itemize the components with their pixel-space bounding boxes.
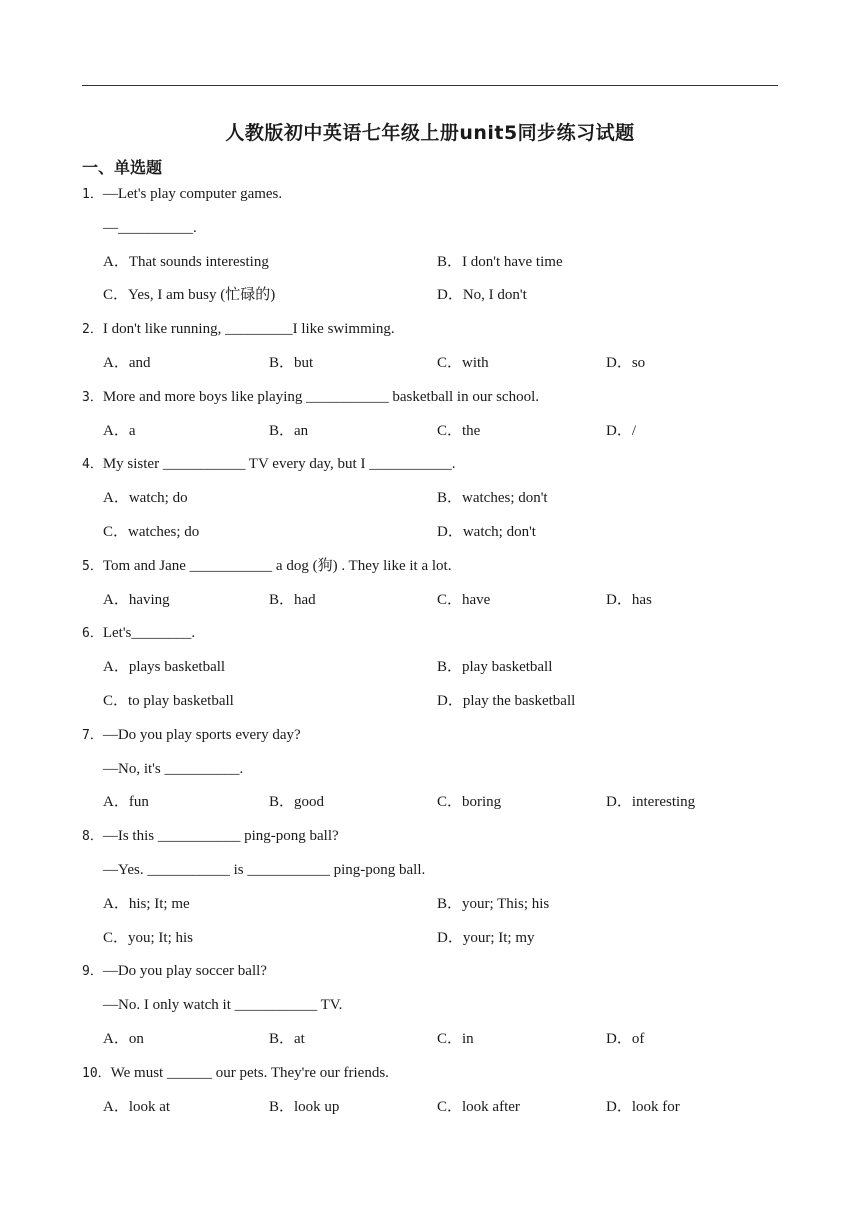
answer-option[interactable]: A．watch; do	[103, 490, 188, 507]
question-list	[82, 178, 782, 1124]
answer-option[interactable]: B．but	[269, 354, 314, 371]
question-text: —Do you play sports every day?	[102, 726, 301, 743]
question-stem	[82, 617, 782, 651]
answer-option[interactable]: C．look after	[437, 1098, 520, 1115]
answer-option[interactable]: C．Yes, I am busy (忙碌的)	[103, 287, 276, 304]
answer-option[interactable]: A．fun	[103, 794, 149, 811]
question-number: 4．	[82, 457, 103, 473]
answer-option[interactable]: A．a	[103, 422, 136, 439]
question-number: 6．	[82, 626, 103, 642]
question-line	[82, 753, 782, 787]
question-stem	[82, 550, 782, 584]
option-row	[82, 888, 782, 922]
answer-option[interactable]: C．have	[437, 591, 491, 608]
answer-option[interactable]: B．good	[269, 794, 325, 811]
answer-option[interactable]: A．That sounds interesting	[103, 253, 269, 270]
question-stem	[82, 955, 782, 989]
question-number: 10．	[82, 1065, 111, 1081]
question-stem	[82, 178, 782, 212]
answer-option[interactable]: D．/	[606, 422, 637, 439]
answer-option[interactable]: C．to play basketball	[103, 692, 234, 709]
question-text: —Is this ___________ ping-pong ball?	[102, 828, 339, 845]
question-number: 3．	[82, 389, 103, 405]
question-stem	[82, 820, 782, 854]
option-row	[82, 922, 782, 956]
answer-option[interactable]: B．your; This; his	[437, 895, 550, 912]
answer-option[interactable]: D．interesting	[606, 794, 696, 811]
answer-option[interactable]: A．his; It; me	[103, 895, 190, 912]
page-title: 人教版初中英语七年级上册unit5同步练习试题	[225, 122, 635, 144]
question-5	[82, 550, 782, 618]
answer-option[interactable]: D．your; It; my	[437, 929, 535, 946]
header-rule	[82, 85, 778, 86]
question-line	[82, 212, 782, 246]
question-stem	[82, 448, 782, 482]
question-text: Tom and Jane ___________ a dog (狗) . They like it a lot.	[102, 557, 452, 574]
question-text: —__________.	[103, 219, 197, 236]
option-row	[82, 685, 782, 719]
question-number: 8．	[82, 829, 103, 845]
question-10	[82, 1057, 782, 1125]
option-row	[82, 1023, 782, 1057]
question-number: 9．	[82, 964, 103, 980]
answer-option[interactable]: A．look at	[103, 1098, 171, 1115]
question-number: 2．	[82, 322, 103, 338]
question-number: 5．	[82, 558, 103, 574]
question-3	[82, 381, 782, 449]
option-row	[82, 651, 782, 685]
question-text: —Let's play computer games.	[102, 186, 283, 202]
answer-option[interactable]: C．in	[437, 1030, 474, 1047]
answer-option[interactable]: A．having	[103, 591, 170, 608]
option-row	[82, 516, 782, 550]
question-stem	[82, 313, 782, 347]
question-line	[82, 989, 782, 1023]
answer-option[interactable]: B．had	[269, 591, 316, 608]
answer-option[interactable]: B．play basketball	[437, 659, 553, 676]
question-number: 7．	[82, 727, 103, 743]
option-row	[82, 415, 782, 449]
question-9	[82, 955, 782, 1056]
answer-option[interactable]: B．at	[269, 1030, 305, 1047]
question-number: 1．	[82, 187, 103, 202]
question-text: —Yes. ___________ is ___________ ping-pong ball.	[103, 861, 426, 878]
answer-option[interactable]: D．watch; don't	[437, 523, 536, 540]
answer-option[interactable]: A．on	[103, 1030, 144, 1047]
answer-option[interactable]: C．the	[437, 422, 481, 439]
answer-option[interactable]: D．of	[606, 1030, 645, 1047]
section-heading: 一、单选题	[82, 158, 163, 177]
question-text: —No, it's __________.	[103, 760, 244, 777]
answer-option[interactable]: D．has	[606, 591, 652, 608]
question-text: My sister ___________ TV every day, but I ___________.	[102, 456, 456, 473]
question-text: Let's________.	[102, 625, 196, 642]
question-6	[82, 617, 782, 718]
option-row	[82, 584, 782, 618]
question-2	[82, 313, 782, 381]
answer-option[interactable]: A．plays basketball	[103, 659, 226, 676]
answer-option[interactable]: A．and	[103, 354, 151, 371]
answer-option[interactable]: D．No, I don't	[437, 287, 527, 304]
question-4	[82, 448, 782, 549]
question-text: We must ______ our pets. They're our friends.	[110, 1064, 389, 1081]
question-text: I don't like running, _________I like swimming.	[102, 321, 395, 338]
question-line	[82, 854, 782, 888]
answer-option[interactable]: C．watches; do	[103, 523, 200, 540]
answer-option[interactable]: B．watches; don't	[437, 490, 548, 507]
answer-option[interactable]: B．an	[269, 422, 309, 439]
answer-option[interactable]: C．with	[437, 354, 489, 371]
answer-option[interactable]: C．you; It; his	[103, 929, 194, 946]
question-text: —No. I only watch it ___________ TV.	[103, 997, 343, 1014]
option-row	[82, 1091, 782, 1125]
question-text: —Do you play soccer ball?	[102, 963, 267, 980]
option-row	[82, 246, 782, 280]
option-row	[82, 786, 782, 820]
question-7	[82, 719, 782, 820]
question-text: More and more boys like playing ___________ basketball in our school.	[102, 388, 540, 405]
question-stem	[82, 381, 782, 415]
answer-option[interactable]: C．boring	[437, 794, 502, 811]
question-stem	[82, 719, 782, 753]
option-row	[82, 279, 782, 313]
question-1	[82, 178, 782, 313]
answer-option[interactable]: B．look up	[269, 1098, 340, 1115]
question-stem	[82, 1057, 782, 1091]
answer-option[interactable]: B．I don't have time	[437, 253, 563, 270]
answer-option[interactable]: D．look for	[606, 1098, 680, 1115]
answer-option[interactable]: D．play the basketball	[437, 692, 576, 709]
question-8	[82, 820, 782, 955]
option-row	[82, 347, 782, 381]
option-row	[82, 482, 782, 516]
answer-option[interactable]: D．so	[606, 354, 646, 371]
